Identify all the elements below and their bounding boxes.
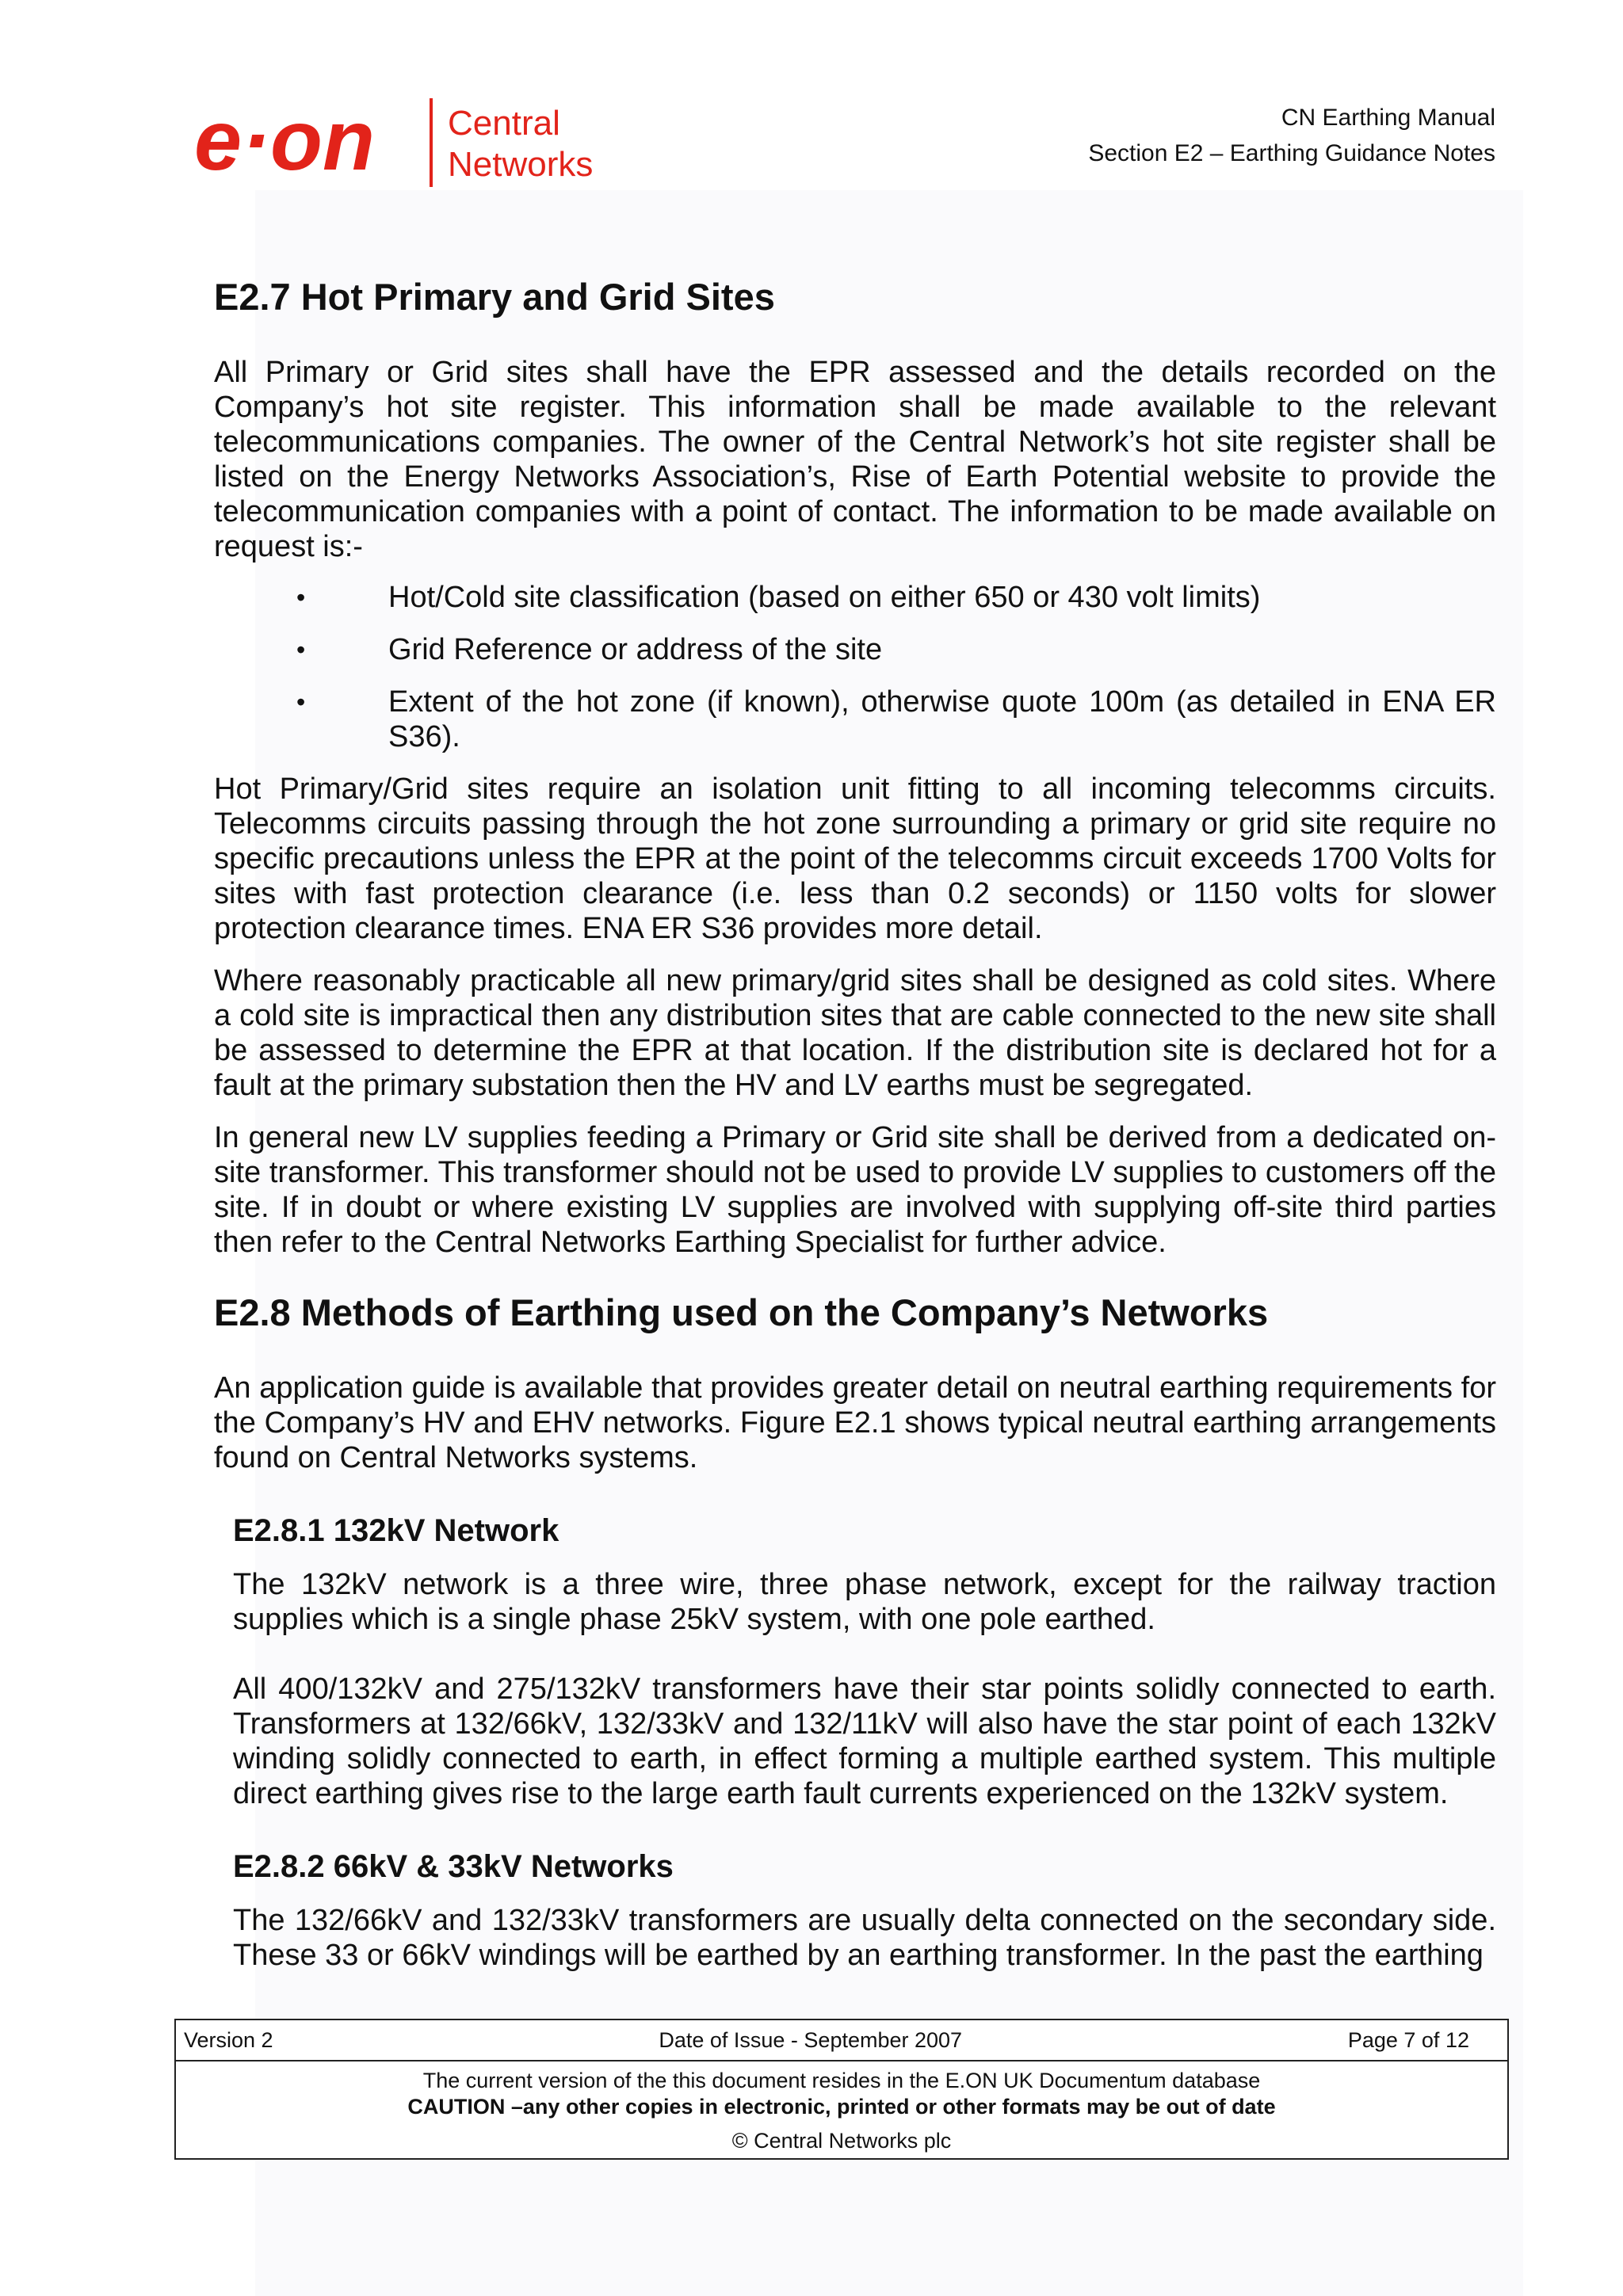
e27-paragraph-3: Where reasonably practicable all new primary/grid sites shall be designed as cold sites. Where a cold site is impractical then any distribution sites that are cable connected to the new site shall be assessed to determine the EPR at that location. If the distribution site is declared hot for a fault at the primary substation then the HV and LV earths must be segregated.: [214, 964, 1496, 1102]
subsection-e282-heading: E2.8.2 66kV & 33kV Networks: [233, 1849, 674, 1884]
footer-page-number: Page 7 of 12: [1347, 2027, 1469, 2052]
e27-paragraph-4: In general new LV supplies feeding a Primary or Grid site shall be derived from a dedicated on-site transformer. This transformer should not be used to provide LV supplies to customers off the site. If in doubt or where existing LV supplies are involved with supplying off-site third parties then refer to the Central Networks Earthing Specialist for further advice.: [214, 1121, 1496, 1259]
e282-paragraph-1: The 132/66kV and 132/33kV transformers are usually delta connected on the secondary side. These 33 or 66kV windings will be earthed by an earthing transformer. In the past the earthing: [233, 1904, 1496, 1972]
footer-version: Version 2: [184, 2027, 273, 2052]
e281-paragraph-2: All 400/132kV and 275/132kV transformers have their star points solidly connected to earth. Transformers at 132/66kV, 132/33kV and 132/11kV will also have the star point of each 132kV winding solidly connected to earth, in effect forming a multiple earthed system. This multiple direct earthing gives rise to the large earth fault currents experienced on the 132kV system.: [233, 1672, 1496, 1810]
header-manual-title: CN Earthing Manual: [1281, 105, 1495, 131]
bullet-item: [214, 632, 1496, 667]
logo-eon-text: e·on: [194, 93, 375, 188]
footer-caution: CAUTION –any other copies in electronic, printed or other formats may be out of date: [407, 2095, 1276, 2119]
bullet-icon: •: [296, 688, 306, 716]
e27-paragraph-2: Hot Primary/Grid sites require an isolation unit fitting to all incoming telecomms circuits. Telecomms circuits passing through the hot zone surrounding a primary or grid site require no specific precautions unless the EPR at the point of the telecomms circuit exceeds 1700 Volts for sites with fast protection clearance (i.e. less than 0.2 seconds) or 1150 volts for slower protection clearance times. ENA ER S36 provides more detail.: [214, 772, 1496, 945]
document-footer: [174, 2019, 1509, 2160]
logo-networks-text: Networks: [448, 145, 594, 184]
section-e28-heading: E2.8 Methods of Earthing used on the Company’s Networks: [214, 1291, 1269, 1333]
footer-issue-date: Date of Issue - September 2007: [659, 2027, 963, 2052]
bullet-text: Hot/Cold site classification (based on either 650 or 430 volt limits): [388, 581, 1261, 614]
footer-copyright: © Central Networks plc: [731, 2129, 952, 2153]
bullet-item: [214, 580, 1496, 615]
section-e27-heading: E2.7 Hot Primary and Grid Sites: [214, 276, 775, 318]
e28-paragraph-1: An application guide is available that provides greater detail on neutral earthing requirements for the Company’s HV and EHV networks. Figure E2.1 shows typical neutral earthing arrangements found on Central Networks systems.: [214, 1371, 1496, 1474]
footer-documentum-note: The current version of the this document resides in the E.ON UK Documentum database: [422, 2069, 1261, 2092]
bullet-icon: •: [296, 635, 306, 664]
e27-bullet-list: [214, 580, 1496, 754]
bullet-item: [214, 685, 1496, 754]
eon-central-networks-logo: [194, 93, 606, 196]
subsection-e282-body: [233, 1903, 1496, 1973]
bullet-text: Grid Reference or address of the site: [388, 633, 883, 666]
e281-paragraph-1: The 132kV network is a three wire, three phase network, except for the railway traction supplies which is a single phase 25kV system, with one pole earthed.: [233, 1568, 1496, 1636]
footer-info-row: [176, 2020, 1507, 2061]
e27-paragraph-1: All Primary or Grid sites shall have the EPR assessed and the details recorded on the Company’s hot site register. This information shall be made available to the relevant telecommunications companies. The owner of the Central Network’s hot site register shall be listed on the Energy Networks Association’s, Rise of Earth Potential website to provide the telecommunication companies with a point of contact. The information to be made available on request is:-: [214, 356, 1496, 563]
header-section-title: Section E2 – Earthing Guidance Notes: [1088, 140, 1495, 166]
bullet-icon: •: [296, 583, 306, 612]
footer-notice: [176, 2061, 1507, 2154]
subsection-e281-heading: E2.8.1 132kV Network: [233, 1513, 559, 1548]
document-header: [1088, 100, 1495, 171]
logo-central-text: Central: [448, 104, 560, 143]
logo-divider: [430, 98, 433, 187]
bullet-text: Extent of the hot zone (if known), otherwise quote 100m (as detailed in ENA ER S36).: [388, 685, 1496, 753]
subsection-e281-body: [233, 1567, 1496, 1811]
document-body: [214, 276, 1496, 1973]
